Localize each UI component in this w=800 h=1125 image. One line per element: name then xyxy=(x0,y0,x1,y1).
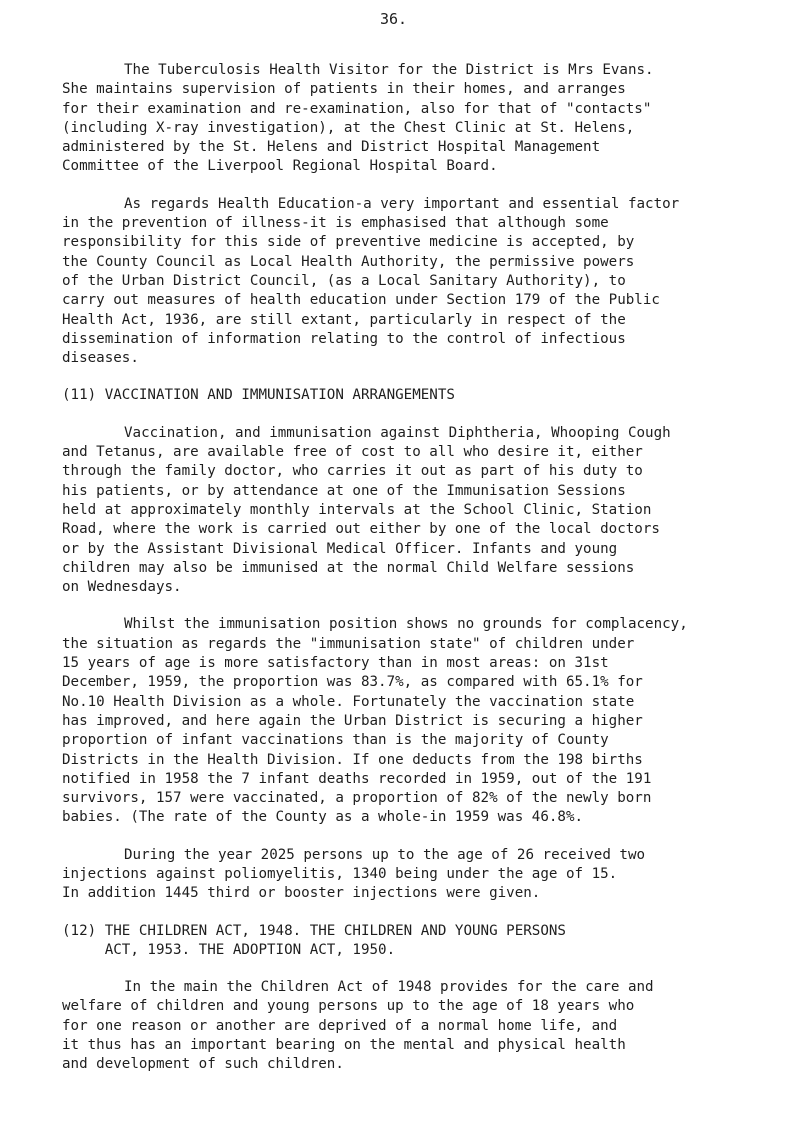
heading-line: (11) VACCINATION AND IMMUNISATION ARRANGEMENTS xyxy=(62,387,455,404)
text-line: 15 years of age is more satisfactory than in most areas: on 31st xyxy=(62,655,609,672)
document-body xyxy=(62,61,792,1075)
text-line: held at approximately monthly intervals at the School Clinic, Station xyxy=(62,501,652,518)
text-line: responsibility for this side of preventive medicine is accepted, by xyxy=(62,234,635,251)
paragraph-poliomyelitis xyxy=(62,846,792,904)
text-line: During the year 2025 persons up to the age of 26 received two xyxy=(124,846,646,863)
paragraph-vaccination xyxy=(62,424,792,598)
paragraph-immunisation-state xyxy=(62,615,792,827)
paragraph-tb-health-visitor xyxy=(62,61,792,177)
text-line: it thus has an important bearing on the mental and physical health xyxy=(62,1037,626,1054)
text-line: proportion of infant vaccinations than is the majority of County xyxy=(62,732,609,749)
text-line: Committee of the Liverpool Regional Hospital Board. xyxy=(62,158,498,175)
text-line: his patients, or by attendance at one of the Immunisation Sessions xyxy=(62,482,626,499)
text-line: carry out measures of health education under Section 179 of the Public xyxy=(62,292,660,309)
text-line: She maintains supervision of patients in their homes, and arranges xyxy=(62,81,626,98)
text-line: injections against poliomyelitis, 1340 being under the age of 15. xyxy=(62,865,618,882)
text-line: The Tuberculosis Health Visitor for the District is Mrs Evans. xyxy=(124,62,654,78)
text-line: and development of such children. xyxy=(62,1056,344,1073)
text-line: Health Act, 1936, are still extant, particularly in respect of the xyxy=(62,311,626,328)
text-line: through the family doctor, who carries it out as part of his duty to xyxy=(62,463,643,480)
text-line: of the Urban District Council, (as a Local Sanitary Authority), to xyxy=(62,272,626,289)
text-line: No.10 Health Division as a whole. Fortunately the vaccination state xyxy=(62,693,635,710)
text-line: for one reason or another are deprived of a normal home life, and xyxy=(62,1017,618,1034)
text-line: or by the Assistant Divisional Medical Officer. Infants and young xyxy=(62,540,618,557)
text-line: has improved, and here again the Urban District is securing a higher xyxy=(62,712,643,729)
heading-line: ACT, 1953. THE ADOPTION ACT, 1950. xyxy=(62,941,396,958)
text-line: and Tetanus, are available free of cost to all who desire it, either xyxy=(62,444,643,461)
page-number: 36. xyxy=(380,10,408,28)
paragraph-health-education xyxy=(62,195,792,369)
text-line: Whilst the immunisation position shows no grounds for complacency, xyxy=(124,616,688,633)
heading-line: (12) THE CHILDREN ACT, 1948. THE CHILDREN AND YOUNG PERSONS xyxy=(62,922,566,939)
text-line: Road, where the work is carried out either by one of the local doctors xyxy=(62,521,660,538)
section-heading-11 xyxy=(62,386,792,405)
text-line: (including X-ray investigation), at the Chest Clinic at St. Helens, xyxy=(62,119,635,136)
text-line: notified in 1958 the 7 infant deaths recorded in 1959, out of the 191 xyxy=(62,770,652,787)
text-line: administered by the St. Helens and District Hospital Management xyxy=(62,139,601,156)
text-line: babies. (The rate of the County as a whole-in 1959 was 46.8%. xyxy=(62,809,584,826)
text-line: welfare of children and young persons up to the age of 18 years who xyxy=(62,998,635,1015)
text-line: dissemination of information relating to the control of infectious xyxy=(62,330,626,347)
text-line: In the main the Children Act of 1948 provides for the care and xyxy=(124,979,654,996)
text-line: children may also be immunised at the normal Child Welfare sessions xyxy=(62,559,635,576)
text-line: As regards Health Education-a very important and essential factor xyxy=(124,195,680,212)
text-line: diseases. xyxy=(62,350,139,367)
text-line: for their examination and re-examination, also for that of "contacts" xyxy=(62,100,652,117)
text-line: Vaccination, and immunisation against Diphtheria, Whooping Cough xyxy=(124,424,671,441)
section-heading-12 xyxy=(62,922,792,961)
text-line: Districts in the Health Division. If one deducts from the 198 births xyxy=(62,751,643,768)
text-line: December, 1959, the proportion was 83.7%, as compared with 65.1% for xyxy=(62,674,643,691)
text-line: in the prevention of illness-it is emphasised that although some xyxy=(62,215,609,232)
text-line: the situation as regards the "immunisation state" of children under xyxy=(62,635,635,652)
text-line: on Wednesdays. xyxy=(62,579,182,596)
paragraph-children-act xyxy=(62,978,792,1074)
text-line: survivors, 157 were vaccinated, a proportion of 82% of the newly born xyxy=(62,790,652,807)
text-line: In addition 1445 third or booster injections were given. xyxy=(62,885,541,902)
text-line: the County Council as Local Health Authority, the permissive powers xyxy=(62,253,635,270)
